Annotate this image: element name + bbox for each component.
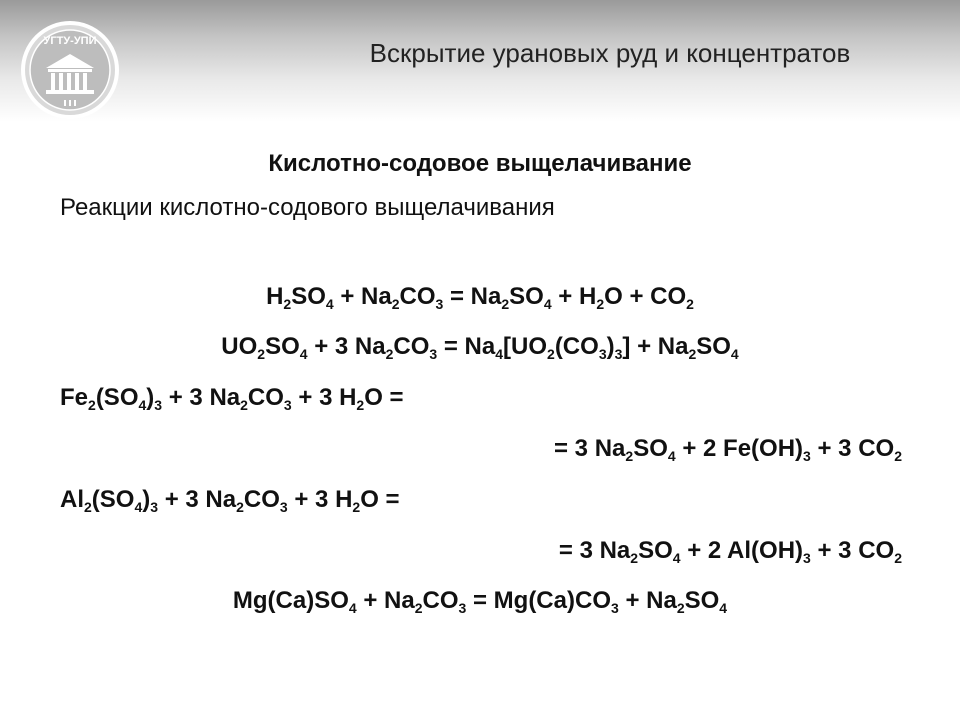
- equation-4-line-1: $Al_2(SO_4)_3 + 3$ $Na_2CO_3 + 3$ $H_2O$ =: [60, 486, 400, 515]
- equation-4-line-2: = 3 $Na_2SO_4 + 2$ $Al(OH)_3 + 3$ $CO_2$: [558, 537, 902, 566]
- equation-1: $H_2SO_4 + Na_2CO_3 = Na_2SO_4 + H_2O + CO_2$: [266, 283, 694, 312]
- equation-5: $Mg(Ca)SO_4 + Na_2CO_3 = Mg(Ca)CO_3 + Na_2SO_4$: [232, 587, 728, 616]
- equation-3-line-2: = 3 $Na_2SO_4 + 2$ $Fe(OH)_3 + 3$ $CO_2$: [554, 435, 902, 464]
- slide-header: [0, 0, 960, 122]
- section-heading: Кислотно-содовое выщелачивание: [268, 150, 692, 177]
- equation-3-line-1: $Fe_2(SO_4)_3 + 3$ $Na_2CO_3 + 3$ $H_2O$ =: [60, 384, 404, 413]
- university-logo: [20, 20, 120, 120]
- equation-2: $UO_2SO_4 + 3$ $Na_2CO_3 = Na_4[UO_2(CO_3)_3] + Na_2SO_4$: [221, 333, 739, 362]
- slide-title: Вскрытие урановых руд и концентратов: [369, 38, 851, 68]
- intro-text: Реакции кислотно-содового выщелачивания: [60, 194, 555, 221]
- logo-text: УГТУ-УПИ: [43, 35, 97, 47]
